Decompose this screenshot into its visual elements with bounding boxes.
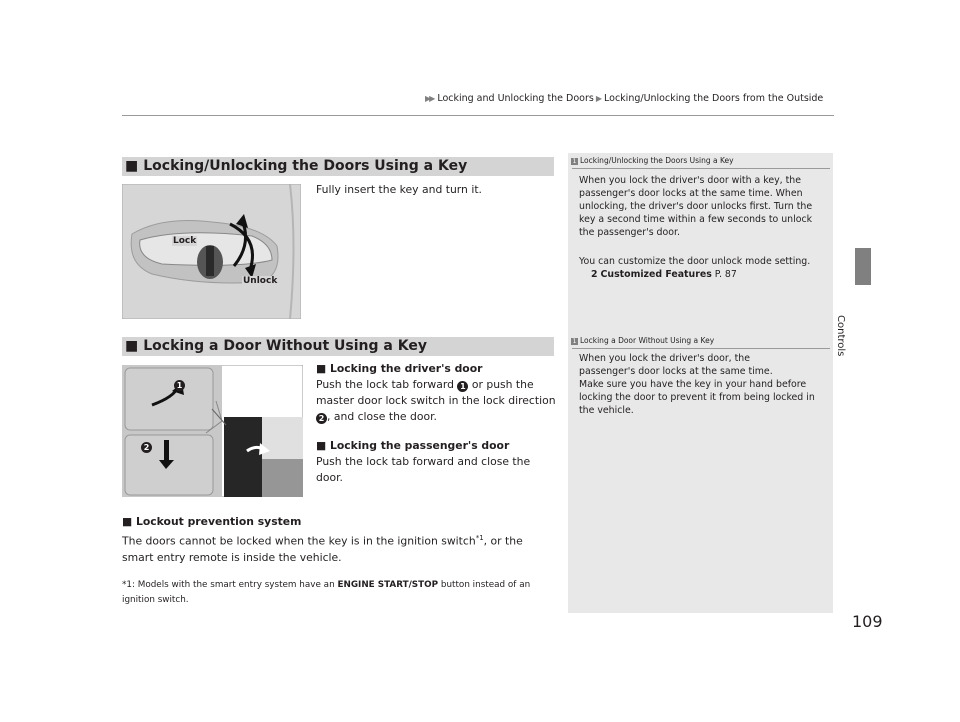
footnote-ref: *1 xyxy=(475,534,484,542)
chapter-tab-marker xyxy=(855,248,871,285)
lockout-text xyxy=(122,530,554,566)
drivers-door-text-a: Push the lock tab forward xyxy=(316,378,454,391)
drivers-door-text-c: , and close the door. xyxy=(327,410,437,423)
chapter-tab-label[interactable]: Controls xyxy=(835,315,846,357)
breadcrumb-level2[interactable]: Locking/Unlocking the Doors from the Outside xyxy=(604,93,824,104)
sidebar-notes xyxy=(568,153,833,613)
section-heading-text: Locking a Door Without Using a Key xyxy=(143,338,427,354)
drivers-door-text xyxy=(316,377,556,425)
footnote xyxy=(122,578,557,608)
drivers-door-heading-text: Locking the driver's door xyxy=(329,362,483,375)
door-handle-key-image xyxy=(122,184,301,319)
footnote-text-a: *1: Models with the smart entry system have an xyxy=(122,580,335,590)
lock-tab-image xyxy=(122,365,303,497)
lockout-heading-text: Lockout prevention system xyxy=(135,515,302,528)
note1-para1: When you lock the driver's door with a key, the passenger's door locks at the same time. When unlocking, the driver's door unlocks first. Turn the key a second time within a few seconds to unlock the passenger's door. xyxy=(579,175,813,238)
note2-title-text: Locking a Door Without Using a Key xyxy=(580,336,715,345)
square-bullet-icon: ■ xyxy=(125,158,139,174)
note2-rule xyxy=(572,348,830,349)
link-page[interactable]: P. 87 xyxy=(714,269,737,280)
section-heading-using-key xyxy=(122,157,554,176)
lockout-text-b: , or the smart entry remote is inside the vehicle. xyxy=(122,534,523,564)
passenger-door-text: Push the lock tab forward and close the door. xyxy=(316,455,531,484)
note1-title-text: Locking/Unlocking the Doors Using a Key xyxy=(580,156,734,165)
lockout-text-a: The doors cannot be locked when the key is in the ignition switch xyxy=(122,534,476,548)
passenger-door-heading xyxy=(316,438,509,454)
section-heading-text: Locking/Unlocking the Doors Using a Key xyxy=(143,158,468,174)
note-icon: 1 xyxy=(572,337,577,345)
marker-1-image: 1 xyxy=(174,380,185,391)
square-bullet-icon: ■ xyxy=(316,362,327,375)
arrow-icon: ▶ xyxy=(595,94,603,103)
marker-2-inline: 2 xyxy=(316,413,327,424)
note1-para2: You can customize the door unlock mode setting. xyxy=(579,256,811,267)
link-arrow-icon: 2 xyxy=(591,269,598,280)
note1-link[interactable] xyxy=(591,268,737,281)
drivers-door-heading xyxy=(316,361,482,377)
lock-label: Lock xyxy=(173,236,197,246)
marker-2-image: 2 xyxy=(141,442,152,453)
footnote-bold: ENGINE START/STOP xyxy=(337,580,439,590)
footnote-text-b: button instead of an ignition switch. xyxy=(122,580,531,605)
lock-tab-illustration xyxy=(122,365,303,497)
note1-title xyxy=(571,156,734,165)
note2-para2: Make sure you have the key in your hand before locking the door to prevent it from being locked in the vehicle. xyxy=(579,379,815,416)
door-handle-illustration xyxy=(122,184,301,319)
square-bullet-icon: ■ xyxy=(316,439,327,452)
marker-1-inline: 1 xyxy=(457,381,468,392)
lockout-heading xyxy=(122,514,301,530)
note1-rule xyxy=(572,168,830,169)
square-bullet-icon: ■ xyxy=(125,338,139,354)
note2-para1: When you lock the driver's door, the passenger's door locks at the same time. xyxy=(579,353,773,377)
breadcrumb xyxy=(425,93,823,104)
drivers-door-text-b: or push the master door lock switch in the lock direction xyxy=(316,378,556,407)
unlock-label: Unlock xyxy=(243,276,278,286)
passenger-door-heading-text: Locking the passenger's door xyxy=(329,439,510,452)
link-label[interactable]: Customized Features xyxy=(600,269,712,280)
note2-title xyxy=(571,336,714,345)
breadcrumb-level1[interactable]: Locking and Unlocking the Doors xyxy=(437,93,594,104)
header-divider xyxy=(122,115,834,116)
double-arrow-icon: ▶▶ xyxy=(425,94,434,103)
page-number: 109 xyxy=(852,612,883,631)
note-icon: 1 xyxy=(572,157,577,165)
instruction-text: Fully insert the key and turn it. xyxy=(316,183,482,196)
square-bullet-icon: ■ xyxy=(122,515,133,528)
section-heading-without-key xyxy=(122,337,554,356)
